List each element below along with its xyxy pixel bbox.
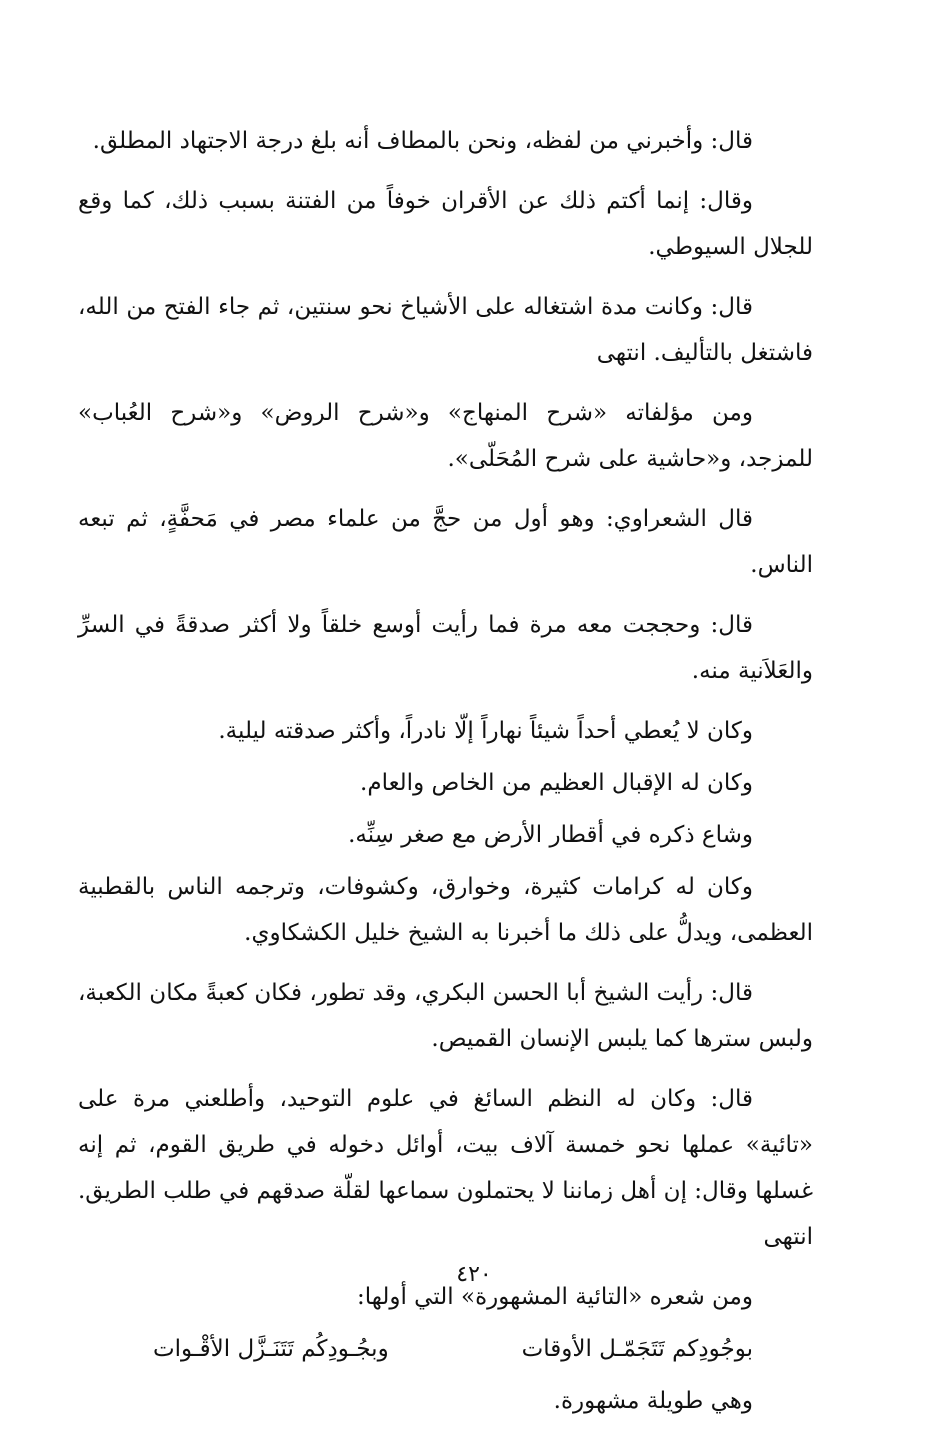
verse-second-hemistich: وبجُـودِكُم تَتَنَـزَّل الأقْـوات [153,1336,389,1362]
paragraph: قال: وكانت مدة اشتغاله على الأشياخ نحو سنتين، ثم جاء الفتح من الله، فاشتغل بالتأليف. انتهى [78,294,813,366]
poem-verse [153,1326,753,1372]
paragraph: وكان له الإقبال العظيم من الخاص والعام. [360,770,753,796]
verse-intro: ومن شعره «التائية المشهورة» التي أولها: [357,1284,753,1310]
paragraph: قال: وحججت معه مرة فما رأيت أوسع خلقاً ولا أكثر صدقةً في السرِّ والعَلاَنية منه. [78,612,813,684]
paragraph: قال: وكان له النظم السائغ في علوم التوحيد، وأطلعني مرة على «تائية» عملها نحو خمسة آلاف بيت، أوائل دخوله في طريق القوم، ثم إنه غسلها وقال: إن أهل زماننا لا يحتملون سماعها لقلّة صدقهم في طلب الطريق. انتهى [78,1086,813,1250]
paragraph: وشاع ذكره في أقطار الأرض مع صغر سِنِّه. [348,822,753,848]
paragraph: ومن مؤلفاته «شرح المنهاج» و«شرح الروض» و«شرح العُباب» للمزجد، و«حاشية على شرح المُحَلّى». [78,400,813,472]
verse-first-hemistich: بوجُودِكم تَتَجَمّـل الأوقات [521,1336,753,1362]
paragraph: وكان له كرامات كثيرة، وخوارق، وكشوفات، وترجمه الناس بالقطبية العظمى، ويدلُّ على ذلك ما أخبرنا به الشيخ خليل الكشكاوي. [78,874,813,946]
page-body [78,118,813,1430]
closing-line: وهي طويلة مشهورة. [553,1388,753,1414]
paragraph: قال: رأيت الشيخ أبا الحسن البكري، وقد تطور، فكان كعبةً مكان الكعبة، ولبس سترها كما يلبس الإنسان القميص. [78,980,813,1052]
paragraph: وكان لا يُعطي أحداً شيئاً نهاراً إلّا نادراً، وأكثر صدقته ليلية. [218,718,753,744]
paragraph: قال الشعراوي: وهو أول من حجَّ من علماء مصر في مَحفَّةٍ، ثم تبعه الناس. [78,506,813,578]
page-number: ٤٢٠ [456,1262,492,1287]
paragraph: وقال: إنما أكتم ذلك عن الأقران خوفاً من الفتنة بسبب ذلك، كما وقع للجلال السيوطي. [78,188,813,260]
paragraph: قال: وأخبرني من لفظه، ونحن بالمطاف أنه بلغ درجة الاجتهاد المطلق. [92,128,753,154]
